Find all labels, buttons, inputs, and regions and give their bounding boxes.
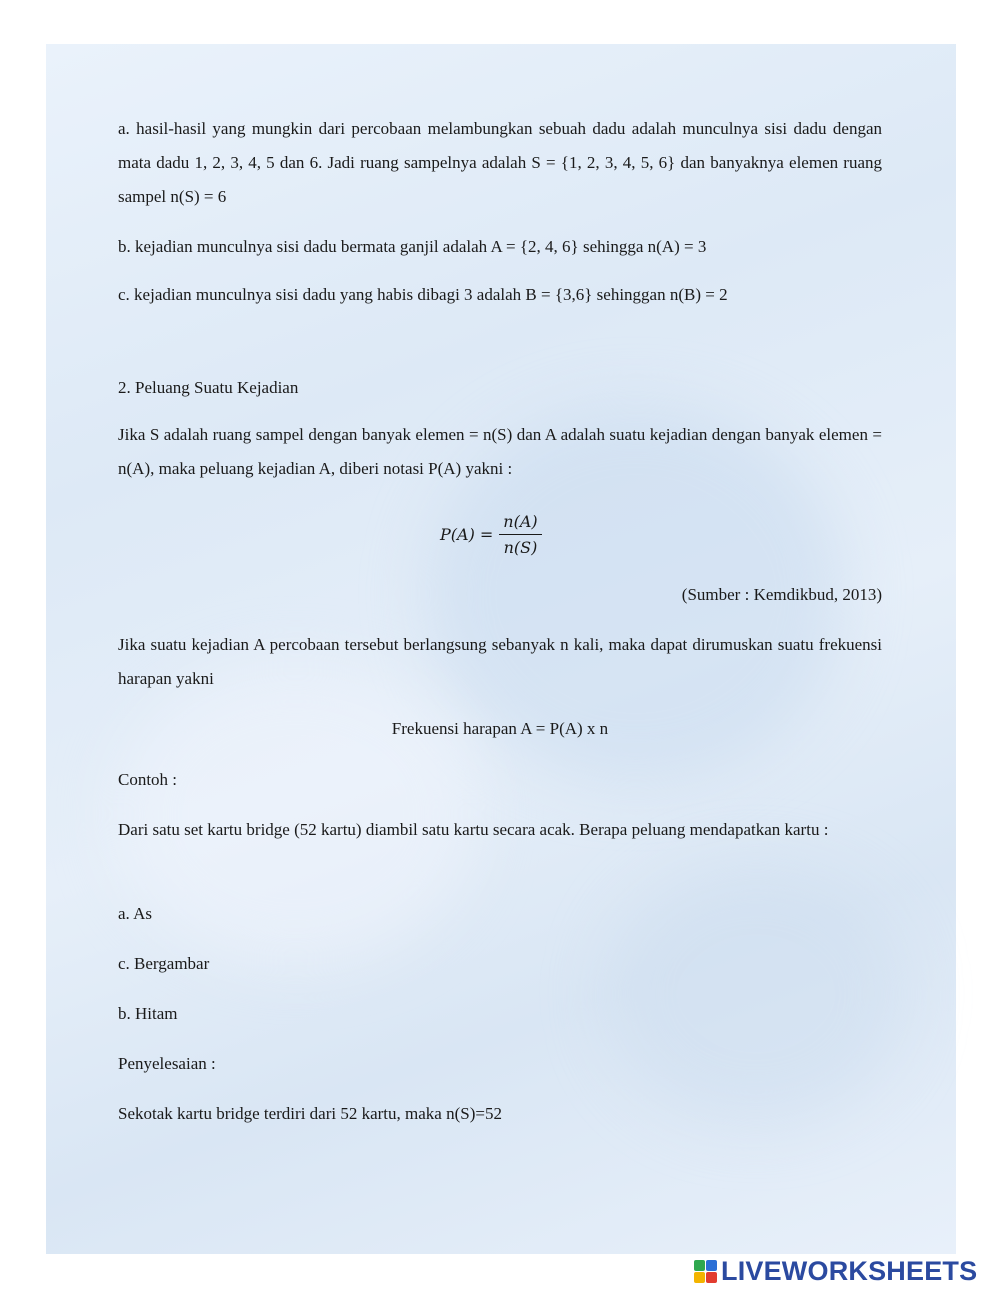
contoh-label: Contoh : <box>118 770 178 789</box>
formula-fraction <box>499 512 541 557</box>
formula-denominator: n(S) <box>503 537 538 557</box>
paragraph-definisi: Jika S adalah ruang sampel dengan banyak elemen = n(S) dan A adalah suatu kejadian dengan banyak elemen = n(A), maka peluang kejadian A, diberi notasi P(A) yakni : <box>118 425 882 478</box>
section-heading: 2. Peluang Suatu Kejadian <box>118 378 299 397</box>
frekuensi-formula: Frekuensi harapan A = P(A) x n <box>391 719 609 738</box>
formula-lhs: P(A) = <box>440 524 494 544</box>
option-a: a. As <box>118 904 152 923</box>
logo-block-icon <box>706 1272 717 1283</box>
penyelesaian-label: Penyelesaian : <box>118 1054 216 1073</box>
source-citation: (Sumber : Kemdikbud, 2013) <box>681 585 882 604</box>
logo-block-icon <box>706 1260 717 1271</box>
paragraph-c-habis: c. kejadian munculnya sisi dadu yang habis dibagi 3 adalah B = {3,6} sehinggan n(B) = 2 <box>118 285 728 304</box>
penyelesaian-text: Sekotak kartu bridge terdiri dari 52 kartu, maka n(S)=52 <box>118 1104 502 1123</box>
logo-block-icon <box>694 1272 705 1283</box>
logo-block-icon <box>694 1260 705 1271</box>
probability-formula <box>440 504 542 564</box>
formula-numerator: n(A) <box>499 512 541 535</box>
option-c: c. Bergambar <box>118 954 210 973</box>
logo-text: LIVEWORKSHEETS <box>721 1255 978 1286</box>
liveworksheets-logo[interactable] <box>694 1256 977 1286</box>
logo-blocks-icon <box>694 1260 717 1283</box>
paragraph-frekuensi-intro: Jika suatu kejadian A percobaan tersebut berlangsung sebanyak n kali, maka dapat dirumuskan suatu frekuensi harapan yakni <box>118 635 882 688</box>
option-b: b. Hitam <box>118 1004 178 1023</box>
paragraph-contoh-soal: Dari satu set kartu bridge (52 kartu) diambil satu kartu secara acak. Berapa peluang mendapatkan kartu : <box>118 820 829 839</box>
paragraph-b-ganjil: b. kejadian munculnya sisi dadu bermata ganjil adalah A = {2, 4, 6} sehingga n(A) = 3 <box>118 237 707 256</box>
paragraph-a-hasil: a. hasil-hasil yang mungkin dari percobaan melambungkan sebuah dadu adalah munculnya sisi dadu dengan mata dadu 1, 2, 3, 4, 5 dan 6. Jadi ruang sampelnya adalah S = {1, 2, 3, 4, 5, 6} dan banyaknya elemen ruang sampel n(S) = 6 <box>118 119 882 206</box>
